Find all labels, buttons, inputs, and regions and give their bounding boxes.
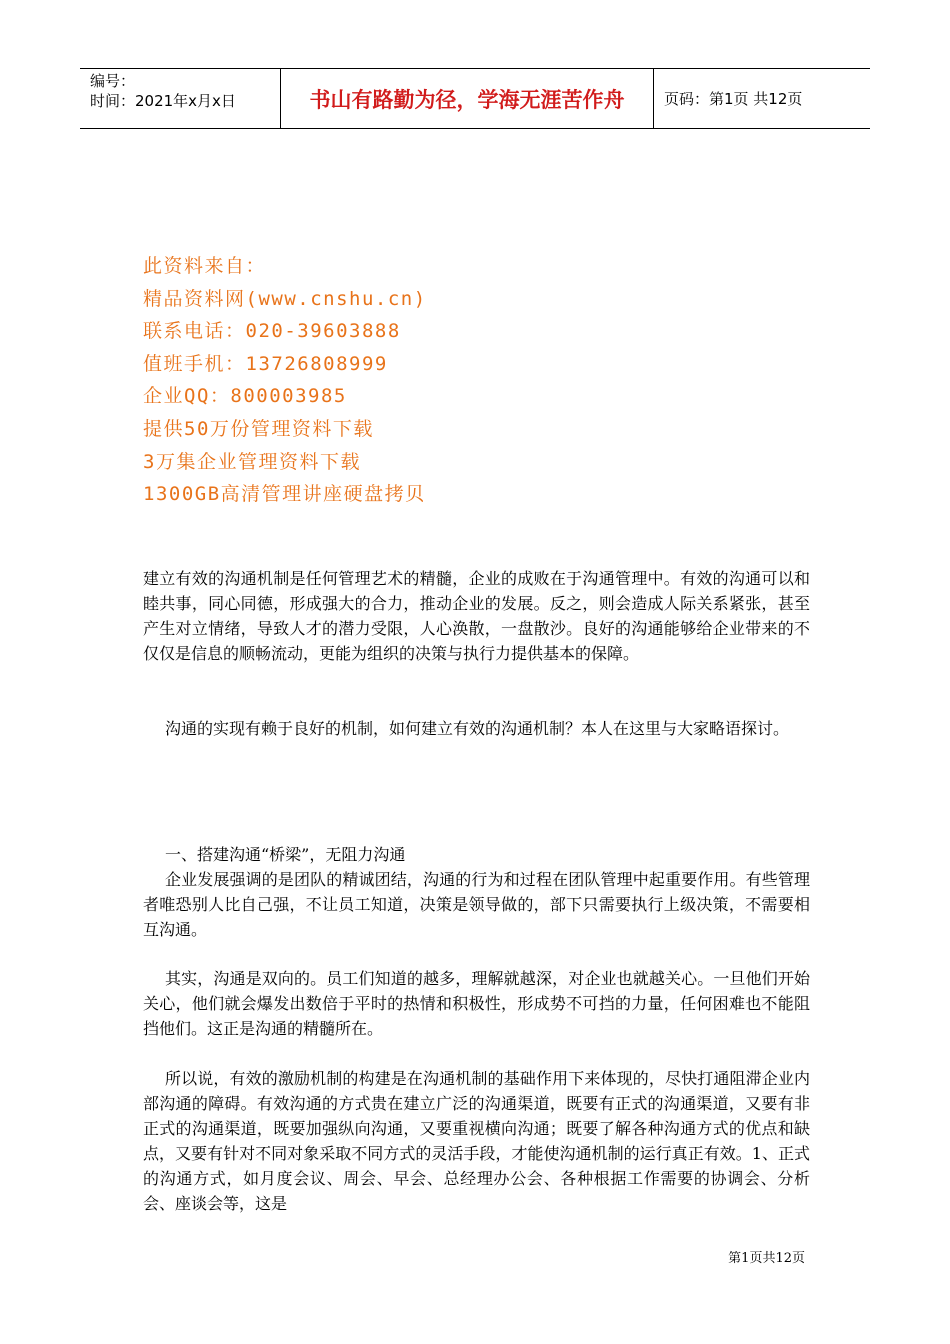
paragraph-two-way (143, 966, 810, 1041)
header-meta (80, 69, 281, 128)
paragraph-text: 沟通的实现有赖于良好的机制，如何建立有效的沟通机制？本人在这里与大家略语探讨。 (165, 719, 790, 738)
section-1 (143, 842, 810, 942)
paragraph-channels (143, 1066, 810, 1216)
paragraph-text: 所以说，有效的激励机制的构建是在沟通机制的基础作用下来体现的，尽快打通阻滞企业内部沟通的障碍。有效沟通的方式贵在建立广泛的沟通渠道，既要有正式的沟通渠道，又要有非正式的沟通渠道，既要加强纵向沟通，又要重视横向沟通；既要了解各种沟通方式的优点和缺点，又要有针对不同对象采取不同方式的灵活手段，才能使沟通机制的运行真正有效。1、正式的沟通方式，如月度会议、周会、早会、总经理办公会、各种根据工作需要的协调会、分析会、座谈会等，这是 (143, 1069, 810, 1213)
header-motto: 书山有路勤为径，学海无涯苦作舟 (281, 69, 654, 128)
promo-line: 1300GB高清管理讲座硬盘拷贝 (143, 483, 426, 506)
paragraph-text: 其实，沟通是双向的。员工们知道的越多，理解就越深，对企业也就越关心。一旦他们开始关心，他们就会爆发出数倍于平时的热情和积极性，形成势不可挡的力量，任何困难也不能阻挡他们。这正是沟通的精髓所在。 (143, 969, 810, 1038)
promo-line: 提供50万份管理资料下载 (143, 417, 374, 440)
paragraph-mechanism (143, 716, 810, 741)
page-footer: 第1页共12页 (728, 1251, 805, 1266)
section-title: 一、搭建沟通“桥梁”，无阻力沟通 (165, 845, 406, 864)
paragraph-intro (143, 566, 810, 666)
promo-line: 企业QQ：800003985 (143, 385, 347, 408)
paragraph-text: 建立有效的沟通机制是任何管理艺术的精髓，企业的成败在于沟通管理中。有效的沟通可以和睦共事，同心同德，形成强大的合力，推动企业的发展。反之，则会造成人际关系紧张，甚至产生对立情绪，导致人才的潜力受限，人心涣散，一盘散沙。良好的沟通能够给企业带来的不仅仅是信息的顺畅流动，更能为组织的决策与执行力提供基本的保障。 (143, 569, 810, 663)
number-label: 编号： (90, 72, 136, 90)
page-header (80, 68, 870, 129)
promo-line: 3万集企业管理资料下载 (143, 450, 361, 473)
promo-block (143, 250, 427, 511)
header-page-label: 页码：第1页 共12页 (664, 90, 803, 108)
time-label: 时间：2021年x月x日 (90, 92, 236, 110)
promo-line: 此资料来自： (143, 255, 267, 277)
paragraph-text: 企业发展强调的是团队的精诚团结，沟通的行为和过程在团队管理中起重要作用。有些管理者唯恐别人比自己强，不让员工知道，决策是领导做的，部下只需要执行上级决策，不需要相互沟通。 (143, 870, 810, 939)
promo-line: 值班手机：13726808999 (143, 352, 388, 375)
promo-line: 精品资料网(www.cnshu.cn) (143, 287, 427, 310)
promo-line: 联系电话：020-39603888 (143, 320, 401, 343)
